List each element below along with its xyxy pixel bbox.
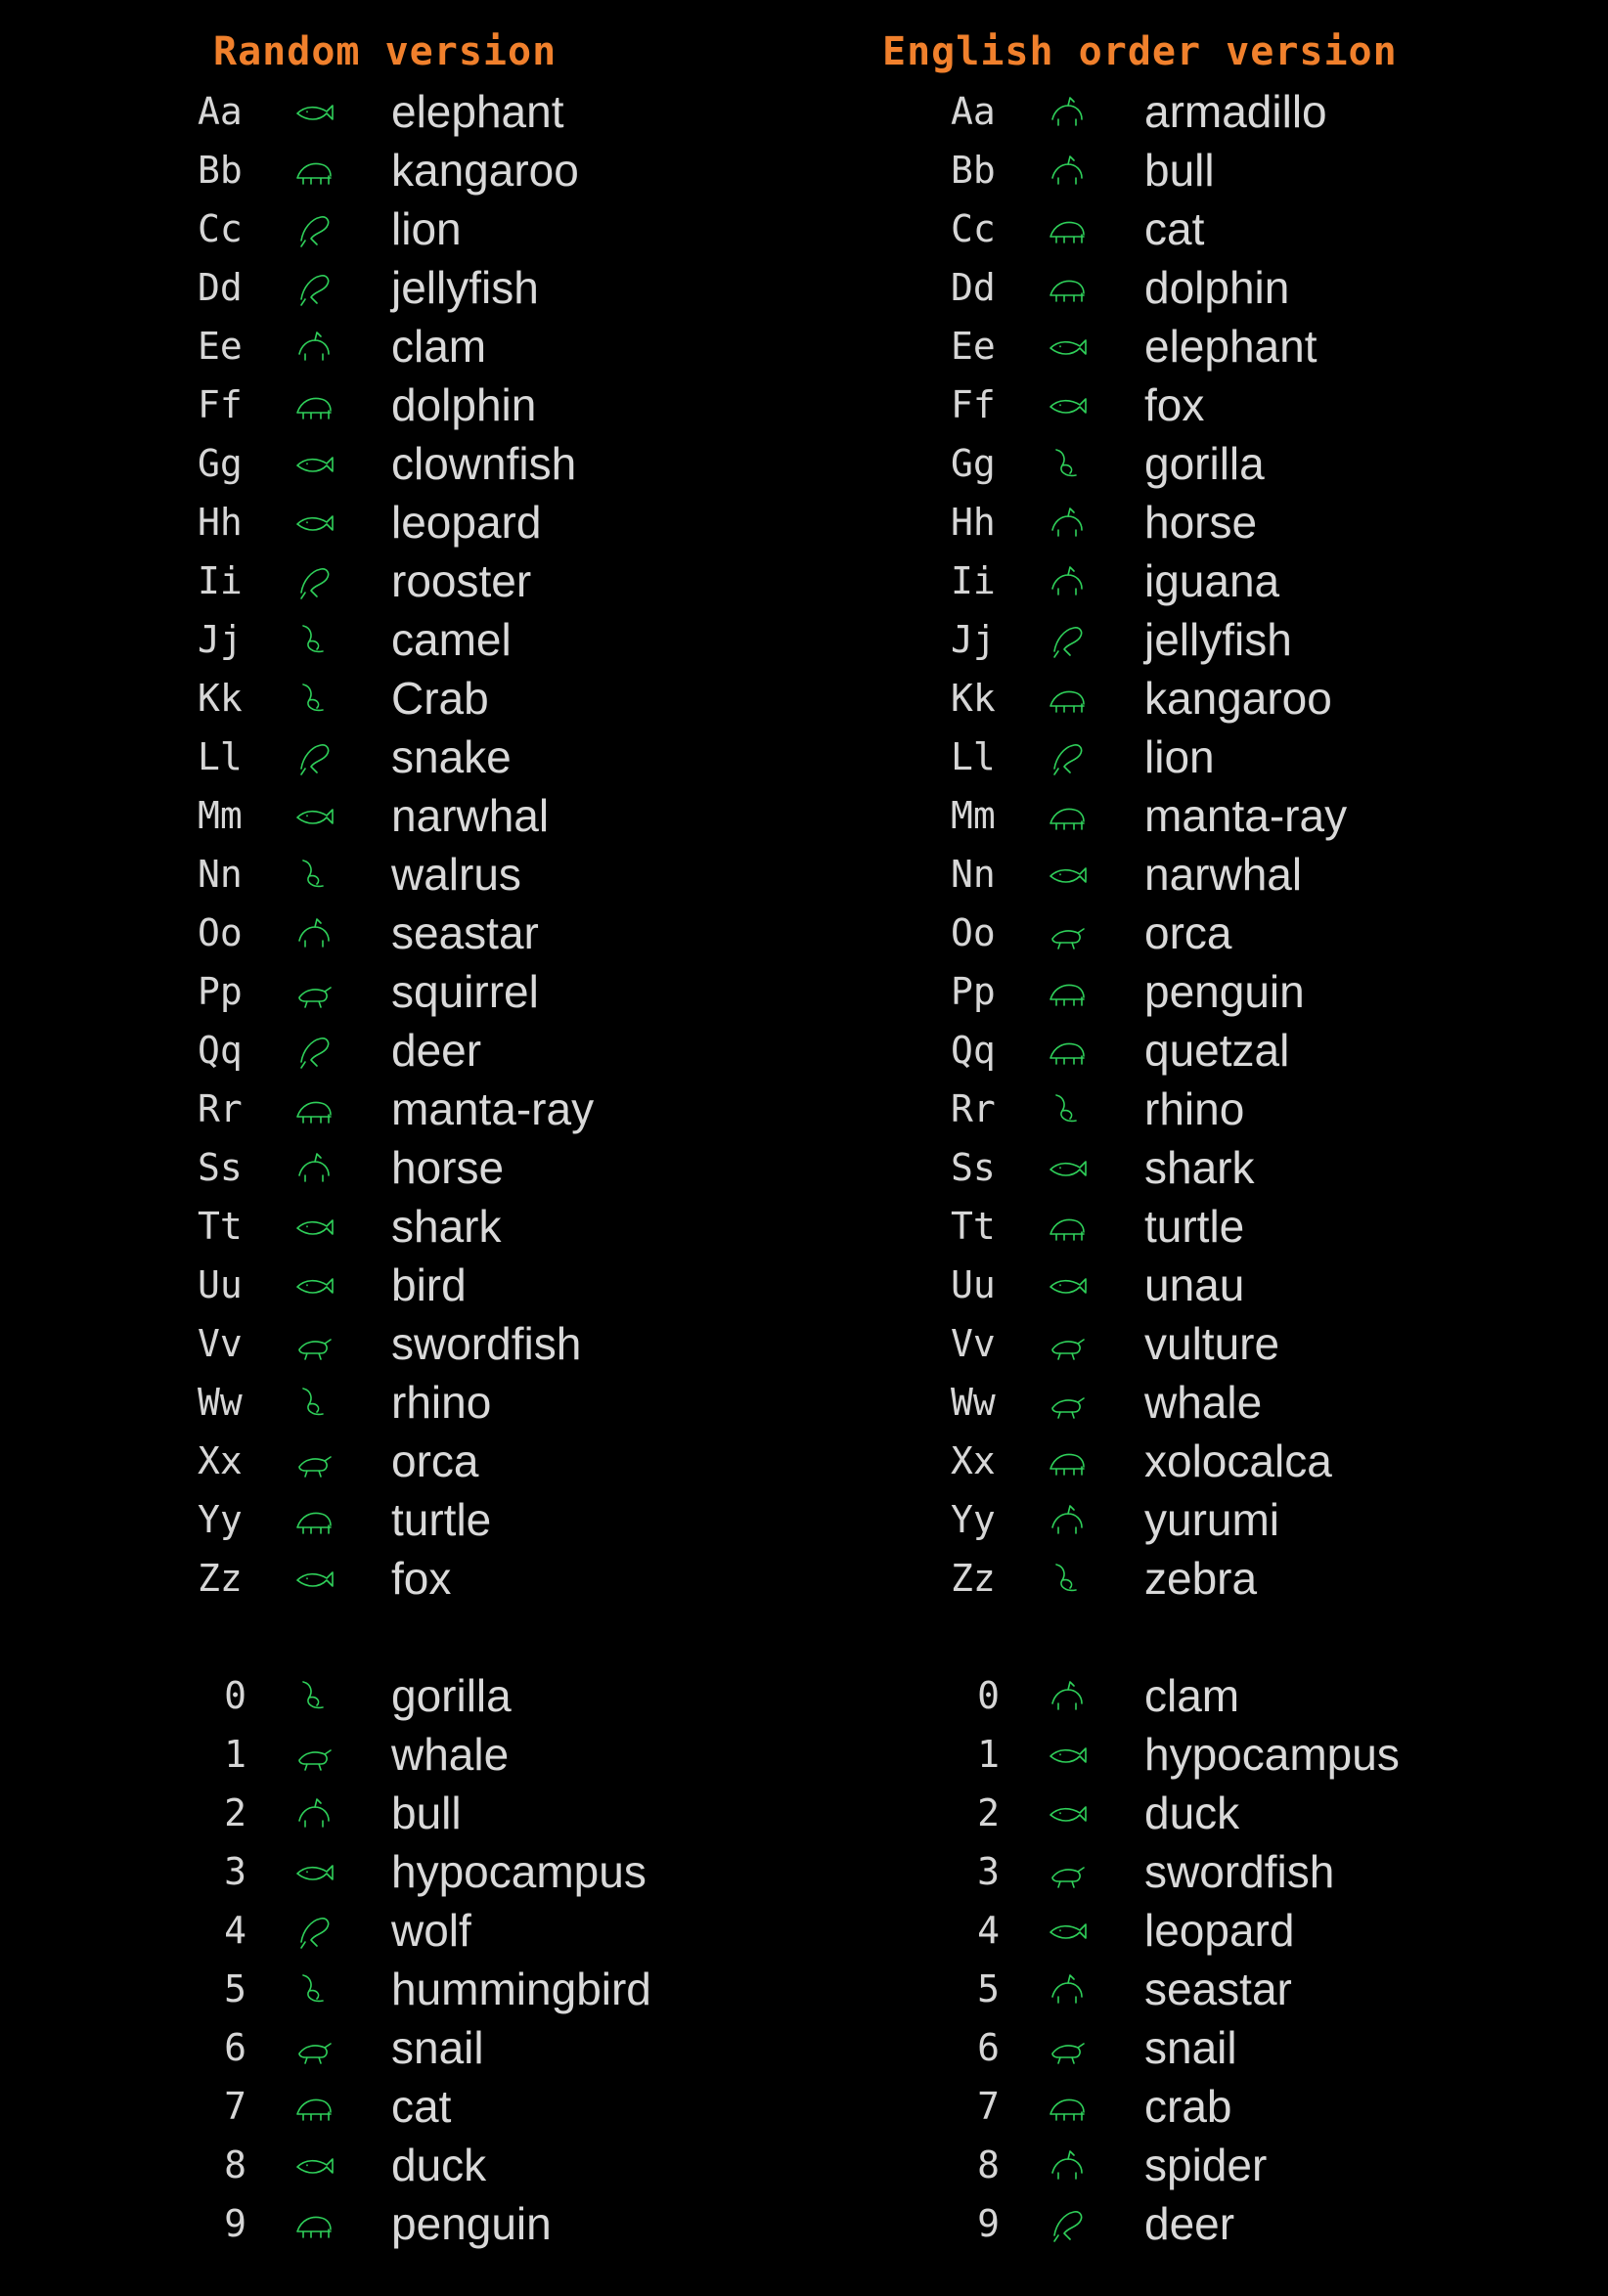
digit-label: 3 bbox=[224, 1850, 246, 1893]
letter-row bbox=[198, 610, 921, 669]
digit-label: 2 bbox=[224, 1791, 246, 1834]
letter-row bbox=[198, 141, 921, 199]
letter-label: Tt bbox=[198, 1205, 243, 1248]
animal-name: zebra bbox=[1144, 1553, 1258, 1604]
kangaroo-icon bbox=[1045, 677, 1090, 720]
letter-label: Yy bbox=[951, 1498, 996, 1541]
letter-label: Nn bbox=[951, 853, 996, 896]
armadillo-icon bbox=[1045, 90, 1090, 133]
xolocalca-icon bbox=[1045, 1439, 1090, 1482]
letter-label: Rr bbox=[951, 1087, 996, 1130]
digit-row bbox=[198, 2136, 921, 2194]
orca-icon bbox=[291, 1439, 336, 1482]
letter-row bbox=[951, 1197, 1608, 1256]
turtle-icon bbox=[291, 1498, 336, 1541]
letter-label: Ww bbox=[951, 1381, 996, 1424]
digit-label: 4 bbox=[977, 1909, 1000, 1952]
animal-name: iguana bbox=[1144, 555, 1280, 606]
letter-label: Xx bbox=[951, 1439, 996, 1482]
letter-label: Ss bbox=[951, 1146, 996, 1189]
section-spacer bbox=[951, 1608, 1608, 1666]
digit-label: 9 bbox=[977, 2202, 1000, 2245]
letter-row bbox=[951, 141, 1608, 199]
duck-icon bbox=[291, 2143, 336, 2186]
letter-row bbox=[198, 962, 921, 1021]
letter-row bbox=[951, 1256, 1608, 1314]
shark-icon bbox=[1045, 1146, 1090, 1189]
letter-row bbox=[198, 904, 921, 962]
seastar-icon bbox=[1045, 1967, 1090, 2010]
animal-name: deer bbox=[1144, 2198, 1235, 2249]
letter-row bbox=[951, 728, 1608, 786]
unau-icon bbox=[1045, 1263, 1090, 1306]
letter-label: Qq bbox=[951, 1029, 996, 1072]
animal-name: dolphin bbox=[1144, 262, 1290, 313]
letter-label: Tt bbox=[951, 1205, 996, 1248]
letter-label: Pp bbox=[198, 970, 243, 1013]
letter-label: Xx bbox=[198, 1439, 243, 1482]
digit-row bbox=[198, 1725, 921, 1784]
animal-name: penguin bbox=[391, 2198, 552, 2249]
letter-label: Hh bbox=[951, 501, 996, 544]
letter-row bbox=[951, 434, 1608, 493]
digit-row bbox=[198, 1901, 921, 1960]
jellyfish-icon bbox=[291, 266, 336, 309]
digit-row bbox=[198, 1960, 921, 2018]
horse-icon bbox=[291, 1146, 336, 1189]
animal-name: rhino bbox=[1144, 1083, 1245, 1134]
animal-name: kangaroo bbox=[391, 145, 579, 196]
letter-label: Uu bbox=[198, 1263, 243, 1306]
letter-row bbox=[198, 728, 921, 786]
lion-icon bbox=[1045, 735, 1090, 778]
letter-row bbox=[198, 669, 921, 728]
letter-row bbox=[951, 1080, 1608, 1138]
letter-label: Ss bbox=[198, 1146, 243, 1189]
bull-icon bbox=[1045, 149, 1090, 192]
animal-name: squirrel bbox=[391, 966, 539, 1017]
camel-icon bbox=[291, 618, 336, 661]
animal-name: rhino bbox=[391, 1377, 492, 1428]
digit-label: 7 bbox=[977, 2085, 1000, 2128]
rhino-icon bbox=[1045, 1087, 1090, 1130]
rhino-icon bbox=[291, 1381, 336, 1424]
animal-name: jellyfish bbox=[1144, 614, 1292, 665]
animal-name: leopard bbox=[1144, 1905, 1295, 1956]
letter-label: Ii bbox=[198, 559, 243, 602]
letter-label: Kk bbox=[951, 677, 996, 720]
fox-icon bbox=[291, 1557, 336, 1600]
digit-label: 6 bbox=[224, 2026, 246, 2069]
snail-icon bbox=[1045, 2026, 1090, 2069]
letter-label: Oo bbox=[951, 911, 996, 954]
letter-row bbox=[951, 786, 1608, 845]
letter-row bbox=[951, 1021, 1608, 1080]
animal-name: cat bbox=[391, 2081, 452, 2132]
letter-label: Pp bbox=[951, 970, 996, 1013]
letter-label: Mm bbox=[198, 794, 243, 837]
duck-icon bbox=[1045, 1791, 1090, 1834]
letter-row bbox=[198, 1256, 921, 1314]
animal-name: armadillo bbox=[1144, 86, 1327, 137]
letter-row bbox=[951, 258, 1608, 317]
iguana-icon bbox=[1045, 559, 1090, 602]
letter-label: Yy bbox=[198, 1498, 243, 1541]
animal-name: orca bbox=[391, 1435, 479, 1486]
animal-name: penguin bbox=[1144, 966, 1305, 1017]
digit-label: 9 bbox=[224, 2202, 246, 2245]
digit-row bbox=[951, 1901, 1608, 1960]
letter-label: Qq bbox=[198, 1029, 243, 1072]
squirrel-icon bbox=[291, 970, 336, 1013]
letter-label: Zz bbox=[951, 1557, 996, 1600]
letter-label: Dd bbox=[951, 266, 996, 309]
animal-name: fox bbox=[391, 1553, 452, 1604]
letter-row bbox=[198, 1432, 921, 1490]
letter-row bbox=[198, 493, 921, 552]
digit-label: 0 bbox=[977, 1674, 1000, 1717]
letter-row bbox=[951, 962, 1608, 1021]
letter-row bbox=[198, 1021, 921, 1080]
animal-name: wolf bbox=[391, 1905, 471, 1956]
letter-row bbox=[198, 1490, 921, 1549]
letter-row bbox=[951, 610, 1608, 669]
digit-label: 0 bbox=[224, 1674, 246, 1717]
animal-name: vulture bbox=[1144, 1318, 1280, 1369]
clam-icon bbox=[291, 325, 336, 368]
digit-label: 8 bbox=[977, 2143, 1000, 2186]
animal-name: horse bbox=[1144, 497, 1258, 548]
snake-icon bbox=[291, 735, 336, 778]
jellyfish-icon bbox=[1045, 618, 1090, 661]
digit-label: 5 bbox=[977, 1967, 1000, 2010]
animal-name: shark bbox=[1144, 1142, 1255, 1193]
animal-name: gorilla bbox=[1144, 438, 1265, 489]
letter-label: Aa bbox=[951, 90, 996, 133]
walrus-icon bbox=[291, 853, 336, 896]
letter-label: Gg bbox=[951, 442, 996, 485]
animal-name: horse bbox=[391, 1142, 505, 1193]
dolphin-icon bbox=[1045, 266, 1090, 309]
animal-name: narwhal bbox=[1144, 849, 1303, 900]
letter-label: Ll bbox=[951, 735, 996, 778]
letter-label: Gg bbox=[198, 442, 243, 485]
penguin-icon bbox=[1045, 970, 1090, 1013]
letter-row bbox=[951, 904, 1608, 962]
animal-name: Crab bbox=[391, 673, 489, 724]
animal-name: jellyfish bbox=[391, 262, 539, 313]
animal-name: manta-ray bbox=[1144, 790, 1348, 841]
swordfish-icon bbox=[291, 1322, 336, 1365]
letter-label: Vv bbox=[951, 1322, 996, 1365]
deer-icon bbox=[291, 1029, 336, 1072]
letter-label: Cc bbox=[198, 207, 243, 250]
letter-label: Ii bbox=[951, 559, 996, 602]
letter-row bbox=[951, 199, 1608, 258]
animal-name: rooster bbox=[391, 555, 532, 606]
animal-name: camel bbox=[391, 614, 512, 665]
animal-name: lion bbox=[1144, 731, 1215, 782]
letter-label: Bb bbox=[198, 149, 243, 192]
animal-name: seastar bbox=[1144, 1964, 1292, 2014]
digit-row bbox=[951, 1842, 1608, 1901]
animal-name: yurumi bbox=[1144, 1494, 1280, 1545]
animal-name: snail bbox=[1144, 2022, 1237, 2073]
letter-row bbox=[951, 375, 1608, 434]
digit-label: 4 bbox=[224, 1909, 246, 1952]
letter-label: Zz bbox=[198, 1557, 243, 1600]
letter-row bbox=[198, 1314, 921, 1373]
letter-row bbox=[951, 1373, 1608, 1432]
digit-row bbox=[951, 2077, 1608, 2136]
animal-name: dolphin bbox=[391, 379, 537, 430]
penguin-icon bbox=[291, 2202, 336, 2245]
animal-name: elephant bbox=[391, 86, 564, 137]
animal-name: walrus bbox=[391, 849, 521, 900]
zebra-icon bbox=[1045, 1557, 1090, 1600]
animal-name: spider bbox=[1144, 2140, 1268, 2190]
seastar-icon bbox=[291, 911, 336, 954]
animal-name: narwhal bbox=[391, 790, 550, 841]
letter-label: Mm bbox=[951, 794, 996, 837]
letter-label: Ff bbox=[951, 383, 996, 426]
letter-row bbox=[198, 1549, 921, 1608]
letter-label: Ll bbox=[198, 735, 243, 778]
cat-icon bbox=[1045, 207, 1090, 250]
letter-row bbox=[198, 434, 921, 493]
gorilla-icon bbox=[1045, 442, 1090, 485]
animal-name: hummingbird bbox=[391, 1964, 651, 2014]
animal-name: elephant bbox=[1144, 321, 1318, 372]
letter-label: Aa bbox=[198, 90, 243, 133]
animal-name: snail bbox=[391, 2022, 484, 2073]
letter-row bbox=[951, 317, 1608, 375]
letter-row bbox=[951, 493, 1608, 552]
leopard-icon bbox=[291, 501, 336, 544]
turtle-icon bbox=[1045, 1205, 1090, 1248]
animal-name: clownfish bbox=[391, 438, 577, 489]
letter-row bbox=[951, 1138, 1608, 1197]
manta-ray-icon bbox=[1045, 794, 1090, 837]
yurumi-icon bbox=[1045, 1498, 1090, 1541]
kangaroo-icon bbox=[291, 149, 336, 192]
letter-label: Oo bbox=[198, 911, 243, 954]
hypocampus-icon bbox=[1045, 1733, 1090, 1776]
letter-label: Ee bbox=[198, 325, 243, 368]
shark-icon bbox=[291, 1205, 336, 1248]
letter-row bbox=[198, 1080, 921, 1138]
animal-name: clam bbox=[1144, 1670, 1240, 1721]
letter-label: Cc bbox=[951, 207, 996, 250]
animal-name: turtle bbox=[391, 1494, 492, 1545]
animal-name: quetzal bbox=[1144, 1025, 1290, 1076]
rooster-icon bbox=[291, 559, 336, 602]
animal-name: fox bbox=[1144, 379, 1205, 430]
letter-label: Dd bbox=[198, 266, 243, 309]
spider-icon bbox=[1045, 2143, 1090, 2186]
letter-row bbox=[951, 1432, 1608, 1490]
digit-row bbox=[198, 1842, 921, 1901]
letter-label: Kk bbox=[198, 677, 243, 720]
animal-name: orca bbox=[1144, 907, 1232, 958]
digit-row bbox=[951, 1784, 1608, 1842]
letter-label: Vv bbox=[198, 1322, 243, 1365]
hypocampus-icon bbox=[291, 1850, 336, 1893]
digit-label: 1 bbox=[977, 1733, 1000, 1776]
letter-label: Ww bbox=[198, 1381, 243, 1424]
digit-row bbox=[198, 1784, 921, 1842]
animal-name: bird bbox=[391, 1259, 467, 1310]
letter-row bbox=[951, 82, 1608, 141]
letter-row bbox=[951, 1314, 1608, 1373]
whale-icon bbox=[291, 1733, 336, 1776]
digit-row bbox=[198, 2194, 921, 2253]
column-title: Random version bbox=[213, 29, 558, 74]
animal-name: lion bbox=[391, 203, 462, 254]
elephant-icon bbox=[1045, 325, 1090, 368]
digit-label: 1 bbox=[224, 1733, 246, 1776]
crab-icon bbox=[291, 677, 336, 720]
animal-name: whale bbox=[1144, 1377, 1263, 1428]
digit-row bbox=[951, 1960, 1608, 2018]
animal-name: duck bbox=[391, 2140, 487, 2190]
fox-icon bbox=[1045, 383, 1090, 426]
swordfish-icon bbox=[1045, 1850, 1090, 1893]
letter-label: Hh bbox=[198, 501, 243, 544]
bull-icon bbox=[291, 1791, 336, 1834]
section-spacer bbox=[198, 1608, 921, 1666]
letter-row bbox=[198, 845, 921, 904]
animal-name: xolocalca bbox=[1144, 1435, 1332, 1486]
wolf-icon bbox=[291, 1909, 336, 1952]
animal-name: hypocampus bbox=[1144, 1729, 1400, 1780]
row-list bbox=[198, 82, 921, 2253]
letter-row bbox=[198, 1138, 921, 1197]
digit-row bbox=[198, 2077, 921, 2136]
digit-row bbox=[951, 2136, 1608, 2194]
animal-name: turtle bbox=[1144, 1201, 1245, 1252]
narwhal-icon bbox=[291, 794, 336, 837]
animal-name: shark bbox=[391, 1201, 502, 1252]
letter-label: Jj bbox=[198, 618, 243, 661]
letter-label: Jj bbox=[951, 618, 996, 661]
leopard-icon bbox=[1045, 1909, 1090, 1952]
column-title: English order version bbox=[882, 29, 1398, 74]
animal-name: deer bbox=[391, 1025, 482, 1076]
crab-icon bbox=[1045, 2085, 1090, 2128]
hummingbird-icon bbox=[291, 1967, 336, 2010]
vulture-icon bbox=[1045, 1322, 1090, 1365]
orca-icon bbox=[1045, 911, 1090, 954]
letter-row bbox=[198, 1197, 921, 1256]
animal-name: kangaroo bbox=[1144, 673, 1332, 724]
dolphin-icon bbox=[291, 383, 336, 426]
letter-row bbox=[951, 845, 1608, 904]
animal-name: whale bbox=[391, 1729, 510, 1780]
animal-name: leopard bbox=[391, 497, 542, 548]
horse-icon bbox=[1045, 501, 1090, 544]
letter-row bbox=[198, 82, 921, 141]
digit-row bbox=[951, 2194, 1608, 2253]
digit-label: 7 bbox=[224, 2085, 246, 2128]
animal-name: seastar bbox=[391, 907, 539, 958]
letter-row bbox=[951, 1549, 1608, 1608]
clam-icon bbox=[1045, 1674, 1090, 1717]
letter-row bbox=[198, 258, 921, 317]
digit-row bbox=[951, 1725, 1608, 1784]
digit-label: 8 bbox=[224, 2143, 246, 2186]
deer-icon bbox=[1045, 2202, 1090, 2245]
gorilla-icon bbox=[291, 1674, 336, 1717]
animal-name: swordfish bbox=[1144, 1846, 1335, 1897]
animal-name: duck bbox=[1144, 1788, 1240, 1838]
letter-label: Rr bbox=[198, 1087, 243, 1130]
letter-label: Nn bbox=[198, 853, 243, 896]
letter-row bbox=[198, 375, 921, 434]
letter-label: Uu bbox=[951, 1263, 996, 1306]
digit-label: 2 bbox=[977, 1791, 1000, 1834]
digit-row bbox=[951, 2018, 1608, 2077]
quetzal-icon bbox=[1045, 1029, 1090, 1072]
letter-row bbox=[198, 199, 921, 258]
bird-icon bbox=[291, 1263, 336, 1306]
digit-label: 5 bbox=[224, 1967, 246, 2010]
animal-name: bull bbox=[391, 1788, 462, 1838]
letter-label: Bb bbox=[951, 149, 996, 192]
letter-row bbox=[198, 552, 921, 610]
animal-name: unau bbox=[1144, 1259, 1245, 1310]
animal-name: cat bbox=[1144, 203, 1205, 254]
animal-name: snake bbox=[391, 731, 512, 782]
letter-row bbox=[198, 1373, 921, 1432]
digit-label: 3 bbox=[977, 1850, 1000, 1893]
narwhal-icon bbox=[1045, 853, 1090, 896]
digit-label: 6 bbox=[977, 2026, 1000, 2069]
clownfish-icon bbox=[291, 442, 336, 485]
letter-row bbox=[198, 317, 921, 375]
animal-name: hypocampus bbox=[391, 1846, 647, 1897]
letter-row bbox=[198, 786, 921, 845]
animal-name: manta-ray bbox=[391, 1083, 595, 1134]
letter-row bbox=[951, 552, 1608, 610]
animal-name: clam bbox=[391, 321, 487, 372]
letter-label: Ff bbox=[198, 383, 243, 426]
letter-row bbox=[951, 1490, 1608, 1549]
digit-row bbox=[198, 1666, 921, 1725]
animal-name: crab bbox=[1144, 2081, 1232, 2132]
manta-ray-icon bbox=[291, 1087, 336, 1130]
letter-row bbox=[951, 669, 1608, 728]
elephant-icon bbox=[291, 90, 336, 133]
digit-row bbox=[951, 1666, 1608, 1725]
letter-label: Ee bbox=[951, 325, 996, 368]
digit-row bbox=[198, 2018, 921, 2077]
row-list bbox=[951, 82, 1608, 2253]
animal-name: bull bbox=[1144, 145, 1215, 196]
lion-icon bbox=[291, 207, 336, 250]
whale-icon bbox=[1045, 1381, 1090, 1424]
snail-icon bbox=[291, 2026, 336, 2069]
animal-name: gorilla bbox=[391, 1670, 512, 1721]
animal-name: swordfish bbox=[391, 1318, 582, 1369]
cat-icon bbox=[291, 2085, 336, 2128]
